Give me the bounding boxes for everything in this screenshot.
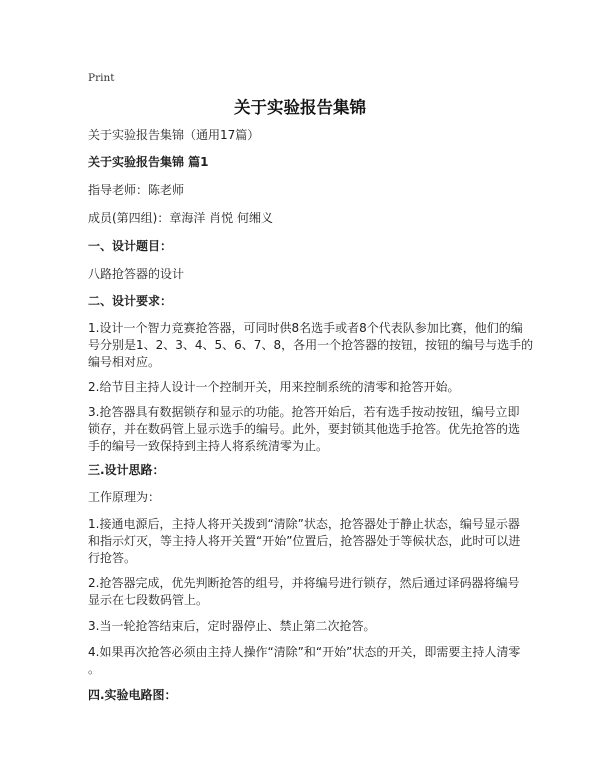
section-heading-design-topic: 一、设计题目： <box>88 239 173 253</box>
paragraph-line: 锁存，并在数码管上显示选手的编号。此外，要封锁其他选手抢答。优先抢答的选 <box>88 422 521 436</box>
members-line: 成员(第四组)：章海洋 肖悦 何缃义 <box>88 211 273 225</box>
paragraph <box>88 320 533 371</box>
paragraph-line: 和指示灯灭，等主持人将开关置“开始”位置后，抢答器处于等候状态，此时可以进 <box>88 534 521 548</box>
paragraph-line: 编号相对应。 <box>88 355 161 369</box>
paragraph-line: 手的编号一致保持到主持人将系统清零为止。 <box>88 439 329 453</box>
paragraph <box>88 266 184 283</box>
paragraph-line: 1.接通电源后，主持人将开关拨到“清除”状态，抢答器处于静止状态，编号显示器 <box>88 517 520 531</box>
section-heading-design-approach: 三.设计思路： <box>88 463 165 477</box>
paragraph-line: 行抢答。 <box>88 551 137 565</box>
paragraph <box>88 516 520 567</box>
document-subtitle: 关于实验报告集锦（通用17篇） <box>88 128 260 142</box>
paragraph <box>88 379 459 396</box>
page-title: 关于实验报告集锦 <box>234 98 366 117</box>
paragraph-line: 3.抢答器具有数据锁存和显示的功能。抢答开始后，若有选手按动按钮，编号立即 <box>88 405 520 419</box>
article-heading: 关于实验报告集锦 篇1 <box>88 155 209 169</box>
paragraph-line: 2.抢答器完成，优先判断抢答的组号，并将编号进行锁存，然后通过译码器将编号 <box>88 576 520 590</box>
paragraph-line: 。 <box>88 662 101 676</box>
paragraph-line: 3.当一轮抢答结束后，定时器停止、禁止第二次抢答。 <box>88 619 376 633</box>
paragraph-line: 八路抢答器的设计 <box>88 267 185 281</box>
paragraph <box>88 404 520 455</box>
paragraph <box>88 618 375 635</box>
section-heading-circuit-diagram: 四.实验电路图： <box>88 688 177 702</box>
paragraph <box>88 489 160 506</box>
paragraph-line: 4.如果再次抢答必须由主持人操作“清除”和“开始”状态的开关，即需要主持人清零 <box>88 645 521 659</box>
paragraph-line: 2.给节目主持人设计一个控制开关，用来控制系统的清零和抢答开始。 <box>88 380 460 394</box>
paragraph-line: 显示在七段数码管上。 <box>88 593 209 607</box>
paragraph-line: 号分别是1、2、3、4、5、6、7、8，各用一个抢答器的按钮，按钮的编号与选手的 <box>88 338 534 352</box>
print-label: Print <box>88 72 115 84</box>
paragraph-line: 工作原理为： <box>88 490 161 504</box>
section-heading-design-requirements: 二、设计要求： <box>88 294 173 308</box>
instructor-line: 指导老师：陈老师 <box>88 183 185 197</box>
paragraph <box>88 644 520 678</box>
paragraph <box>88 575 519 609</box>
paragraph-line: 1.设计一个智力竞赛抢答器，可同时供8名选手或者8个代表队参加比赛，他们的编 <box>88 321 523 335</box>
